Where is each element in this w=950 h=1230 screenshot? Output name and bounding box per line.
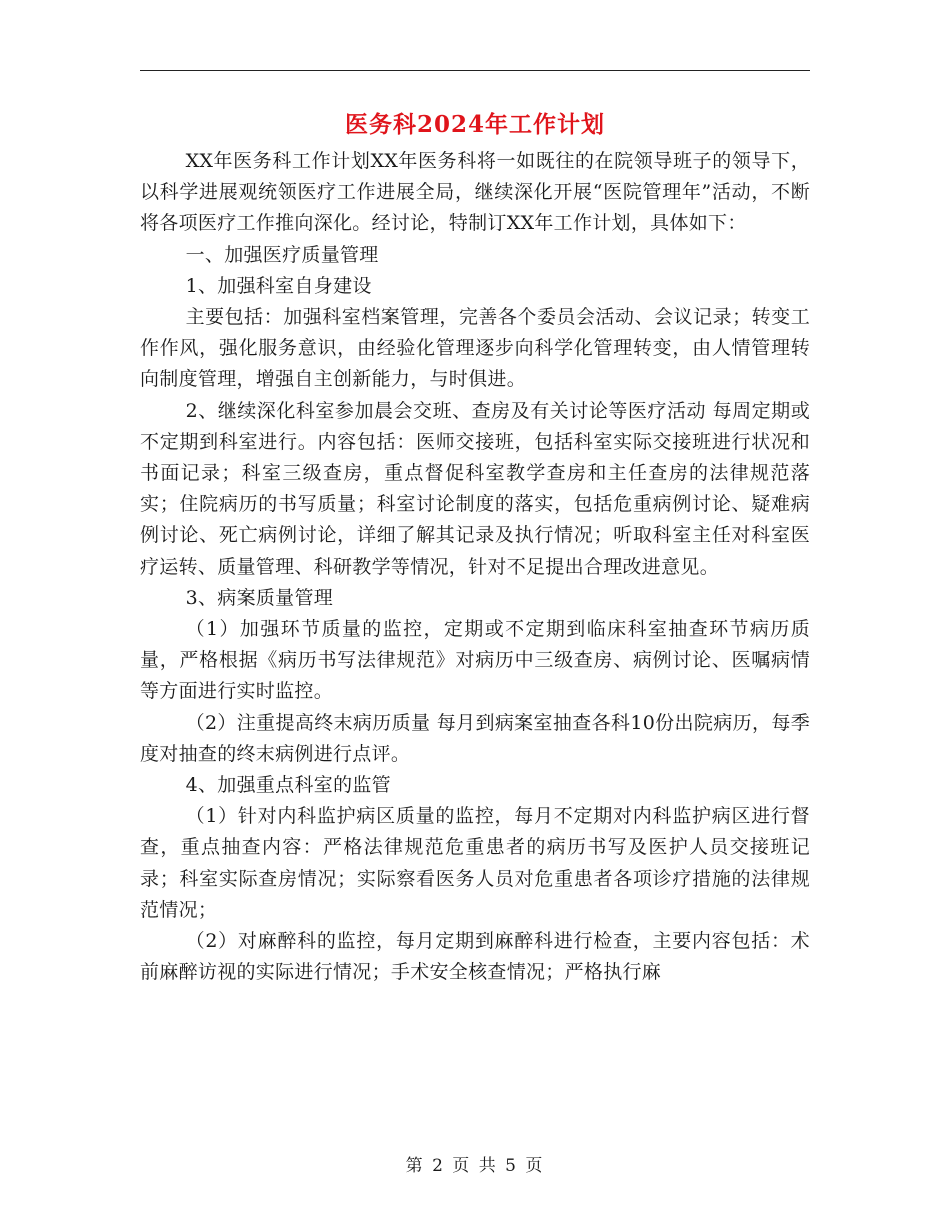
heading-section-1: 一、加强医疗质量管理 <box>185 243 379 266</box>
document-title: 医务科2024年工作计划 <box>344 111 605 138</box>
paragraph-item-4-1: （1）针对内科监护病区质量的监控，每月不定期对内科监护病区进行督查，重点抽查内容：严格法律规范危重患者的病历书写及医护人员交接班记录；科室实际查房情况；实际察看医务人员对危重患者各项诊疗措施的法律规范情况； <box>140 805 810 921</box>
heading-item-1: 1、加强科室自身建设 <box>185 274 372 297</box>
paragraph-item-1: 主要包括：加强科室档案管理，完善各个委员会活动、会议记录；转变工作作风，强化服务意识，由经验化管理逐步向科学化管理转变，由人情管理转向制度管理，增强自主创新能力，与时俱进。 <box>140 306 810 391</box>
header-rule <box>140 70 810 71</box>
heading-item-4: 4、加强重点科室的监管 <box>185 774 391 797</box>
paragraph-item-4-2: （2）对麻醉科的监控，每月定期到麻醉科进行检查，主要内容包括：术前麻醉访视的实际进行情况；手术安全核查情况；严格执行麻 <box>140 930 810 984</box>
paragraph-item-3-1: （1）加强环节质量的监控，定期或不定期到临床科室抽查环节病历质量，严格根据《病历书写法律规范》对病历中三级查房、病例讨论、医嘱病情等方面进行实时监控。 <box>140 618 810 703</box>
paragraph-item-2: 2、继续深化科室参加晨会交班、查房及有关讨论等医疗活动 每周定期或不定期到科室进行。内容包括：医师交接班，包括科室实际交接班进行状况和书面记录；科室三级查房，重点督促科室教学查房和主任查房的法律规范落实；住院病历的书写质量；科室讨论制度的落实，包括危重病例讨论、疑难病例讨论、死亡病例讨论，详细了解其记录及执行情况；听取科室主任对科室医疗运转、质量管理、科研教学等情况，针对不足提出合理改进意见。 <box>140 399 810 578</box>
paragraph-intro: XX年医务科工作计划XX年医务科将一如既往的在院领导班子的领导下，以科学进展观统领医疗工作进展全局，继续深化开展“医院管理年”活动，不断将各项医疗工作推向深化。经讨论，特制订XX年工作计划，具体如下： <box>140 150 810 235</box>
heading-item-3: 3、病案质量管理 <box>185 586 334 609</box>
document-body <box>140 146 810 988</box>
paragraph-item-3-2: （2）注重提高终末病历质量 每月到病案室抽查各科10份出院病历，每季度对抽查的终末病例进行点评。 <box>140 711 810 765</box>
page-number-footer: 第 2 页 共 5 页 <box>405 1156 545 1176</box>
